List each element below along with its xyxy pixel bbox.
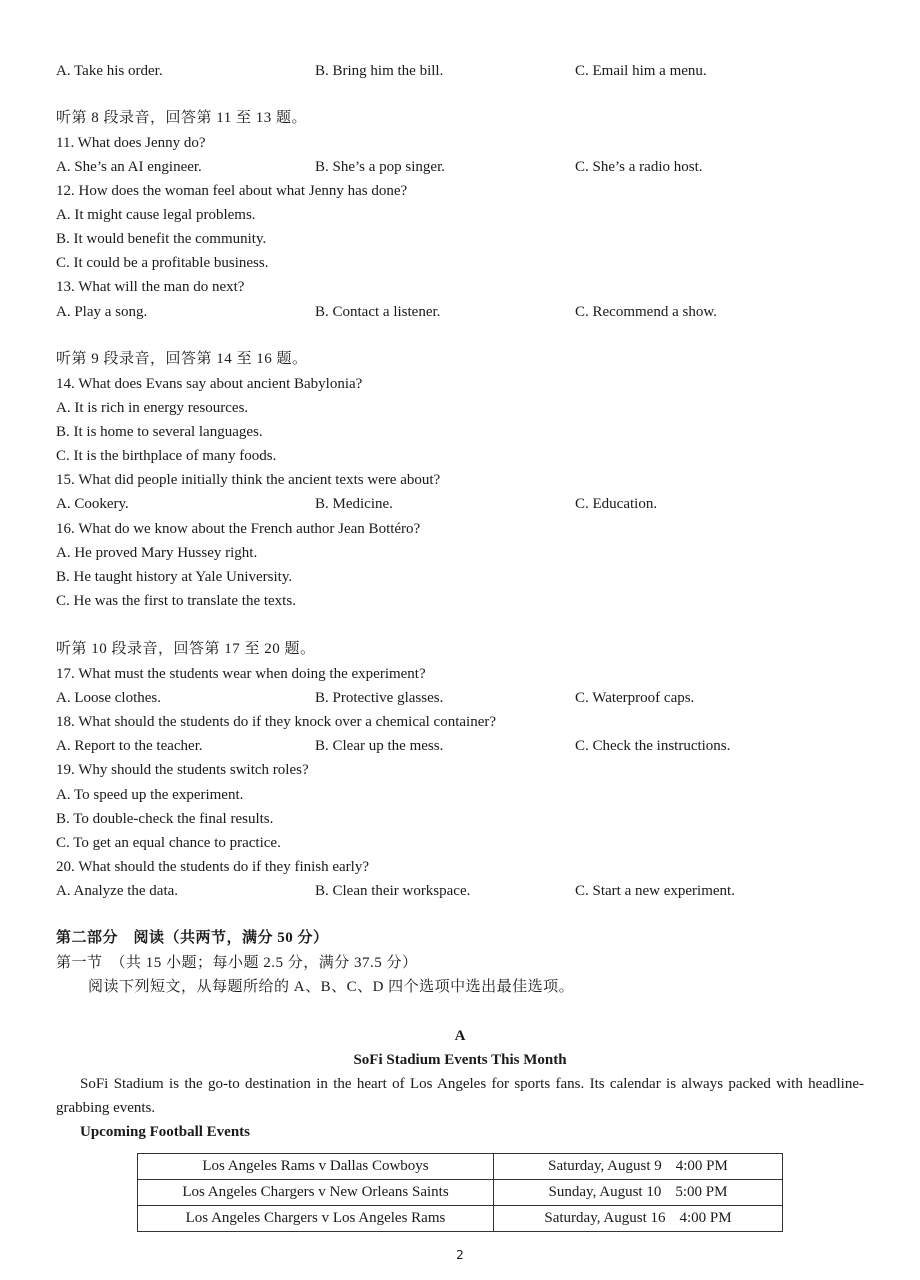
q19-option-a: A. To speed up the experiment.: [56, 787, 244, 803]
q14-option-b: B. It is home to several languages.: [56, 424, 263, 440]
q13-option-b: B. Contact a listener.: [315, 304, 441, 320]
q15-option-c: C. Education.: [575, 496, 658, 512]
question-20: 20. What should the students do if they finish early?: [56, 859, 370, 875]
passage-title: SoFi Stadium Events This Month: [353, 1052, 567, 1068]
events-table: [137, 1153, 783, 1232]
event-time: 4:00 PM: [679, 1210, 732, 1226]
schedule-cell: [494, 1206, 783, 1232]
q11-option-a: A. She’s an AI engineer.: [56, 159, 202, 175]
q11-option-b: B. She’s a pop singer.: [315, 159, 445, 175]
q10-option-a: A. Take his order.: [56, 63, 163, 79]
q10-option-c: C. Email him a menu.: [575, 63, 707, 79]
schedule-cell: [494, 1180, 783, 1206]
q19-option-c: C. To get an equal chance to practice.: [56, 835, 281, 851]
q20-option-c: C. Start a new experiment.: [575, 883, 735, 899]
q16-option-a: A. He proved Mary Hussey right.: [56, 545, 258, 561]
question-16: 16. What do we know about the French author Jean Bottéro?: [56, 521, 421, 537]
q20-option-b: B. Clean their workspace.: [315, 883, 471, 899]
event-date: Saturday, August 16: [544, 1210, 666, 1226]
q18-option-c: C. Check the instructions.: [575, 738, 731, 754]
reading-instruction: 阅读下列短文，从每题所给的 A、B、C、D 四个选项中选出最佳选项。: [88, 979, 575, 995]
section-10-header: 听第 10 段录音，回答第 17 至 20 题。: [56, 641, 316, 657]
q13-option-c: C. Recommend a show.: [575, 304, 717, 320]
section-1-heading: 第一节 （共 15 小题；每小题 2.5 分，满分 37.5 分）: [56, 955, 418, 971]
part-2-title: 第二部分 阅读（共两节，满分 50 分）: [56, 930, 329, 946]
q14-option-c: C. It is the birthplace of many foods.: [56, 448, 277, 464]
q16-option-b: B. He taught history at Yale University.: [56, 569, 293, 585]
q20-option-a: A. Analyze the data.: [56, 883, 179, 899]
question-11: 11. What does Jenny do?: [56, 135, 206, 151]
q15-option-a: A. Cookery.: [56, 496, 129, 512]
question-13: 13. What will the man do next?: [56, 279, 245, 295]
events-subheading: Upcoming Football Events: [80, 1124, 251, 1140]
event-date: Saturday, August 9: [548, 1158, 662, 1174]
q13-option-a: A. Play a song.: [56, 304, 148, 320]
q12-option-b: B. It would benefit the community.: [56, 231, 267, 247]
q17-option-b: B. Protective glasses.: [315, 690, 444, 706]
page-number: 2: [456, 1248, 464, 1262]
question-15: 15. What did people initially think the ancient texts were about?: [56, 472, 441, 488]
table-row: [138, 1154, 783, 1180]
table-row: [138, 1180, 783, 1206]
event-date: Sunday, August 10: [548, 1184, 662, 1200]
match-cell: Los Angeles Chargers v Los Angeles Rams: [138, 1206, 494, 1232]
event-time: 5:00 PM: [675, 1184, 728, 1200]
q11-option-c: C. She’s a radio host.: [575, 159, 703, 175]
q12-option-a: A. It might cause legal problems.: [56, 207, 256, 223]
question-12: 12. How does the woman feel about what Jenny has done?: [56, 183, 408, 199]
table-row: [138, 1206, 783, 1232]
match-cell: Los Angeles Rams v Dallas Cowboys: [138, 1154, 494, 1180]
q12-option-c: C. It could be a profitable business.: [56, 255, 269, 271]
q10-option-b: B. Bring him the bill.: [315, 63, 444, 79]
question-17: 17. What must the students wear when doing the experiment?: [56, 666, 426, 682]
event-time: 4:00 PM: [675, 1158, 728, 1174]
section-8-header: 听第 8 段录音，回答第 11 至 13 题。: [56, 110, 307, 126]
q19-option-b: B. To double-check the final results.: [56, 811, 274, 827]
q17-option-c: C. Waterproof caps.: [575, 690, 695, 706]
match-cell: Los Angeles Chargers v New Orleans Saints: [138, 1180, 494, 1206]
passage-letter: A: [454, 1028, 466, 1044]
passage-intro: SoFi Stadium is the go-to destination in the heart of Los Angeles for sports fans. Its calendar is always packed with headline-grabbing events.: [56, 1076, 864, 1116]
q16-option-c: C. He was the first to translate the texts.: [56, 593, 296, 609]
q18-option-b: B. Clear up the mess.: [315, 738, 444, 754]
q17-option-a: A. Loose clothes.: [56, 690, 161, 706]
question-14: 14. What does Evans say about ancient Babylonia?: [56, 376, 363, 392]
question-18: 18. What should the students do if they knock over a chemical container?: [56, 714, 497, 730]
q15-option-b: B. Medicine.: [315, 496, 393, 512]
schedule-cell: [494, 1154, 783, 1180]
question-19: 19. Why should the students switch roles?: [56, 762, 309, 778]
q14-option-a: A. It is rich in energy resources.: [56, 400, 249, 416]
section-9-header: 听第 9 段录音，回答第 14 至 16 题。: [56, 351, 308, 367]
q18-option-a: A. Report to the teacher.: [56, 738, 203, 754]
